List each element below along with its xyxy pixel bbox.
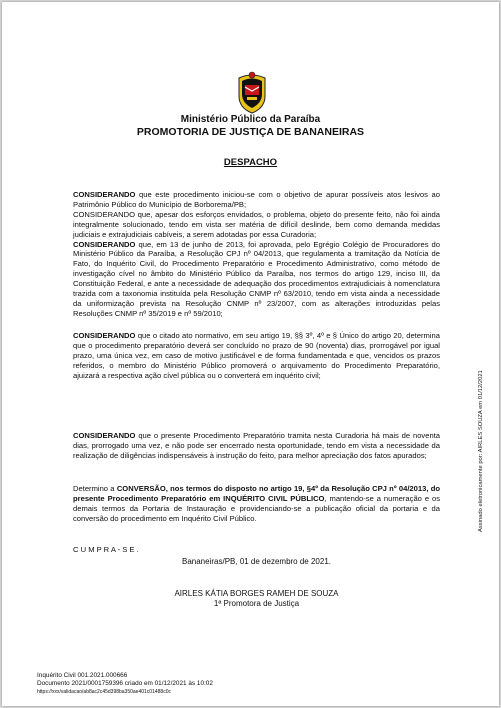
document-title: DESPACHO <box>223 157 278 168</box>
signer-name: AIRLES KÁTIA BORGES RAMEH DE SOUZA <box>174 589 339 598</box>
conversion-clause: CONVERSÃO, nos termos do disposto no artigo 19, §4º da Resolução CPJ nº 04/2013, do presente Procedimento Preparatório em INQUÉRITO CIVIL PÚBLICO <box>73 484 440 503</box>
document-date: Bananeiras/PB, 01 de dezembro de 2021. <box>182 557 331 566</box>
footer-validation-url[interactable]: https://xxx/validacao/ab8ac2c45d398ba350ae401c01488c0c <box>37 689 171 695</box>
considerando-label: CONSIDERANDO <box>73 431 136 440</box>
paragraph-text: Determino a <box>73 484 117 493</box>
paragraph-determination <box>73 484 440 524</box>
paragraph-text: que, em 13 de junho de 2013, foi aprovada, pelo Egrégio Colégio de Procuradores do Ministério Público da Paraíba, a Resolução CPJ nº 04/2013, que regulamenta a tramitação da Notícia de Fato, do Inquérito Civil, do Procedimento Preparatório e Procedimento Administrativo, como método de investigação cível no âmbito do Ministério Público da Paraíba, nos termos do artigo 129, inciso III, da Constituição Federal, e ante a necessidade de adequação dos procedimentos extrajudiciais à nomenclatura trazida com a taxonomia instituída pela Resolução CNMP nº 63/2010, tendo em vista ainda a necessidade da uniformização prevista na Resolução CNMP nº 23/2007, com as alterações introduzidas pelas Resoluções CNMP nº 35/2019 e nº 59/2010; <box>73 239 440 318</box>
closing-cumpra-se: C U M P R A - S E . <box>73 545 139 554</box>
office-name: PROMOTORIA DE JUSTIÇA DE BANANEIRAS <box>136 126 365 138</box>
considerando-label: CONSIDERANDO <box>73 331 136 340</box>
paragraph-text: que o citado ato normativo, em seu artigo 19, §§ 3º, 4º e § Único do artigo 20, determina que o procedimento preparatório deverá ser concluído no prazo de 90 (noventa) dias, prorrogável por igual prazo, uma única vez, em caso de motivo justificável e de forma fundamentada e que, vencidos os prazos referidos, o membro do Ministério Público promoverá o arquivamento do Procedimento Preparatório, ajuizará a respectiva ação cível pública ou o converterá em inquérito civil; <box>73 331 440 380</box>
considerando-label: CONSIDERANDO <box>73 209 136 219</box>
paragraph-text: que este procedimento iniciou-se com o objetivo de apurar possíveis atos lesivos ao Patrimônio Público do Município de Borborema/PB; <box>73 190 440 209</box>
paragraph-text: que o presente Procedimento Preparatório tramita nesta Curadoria há mais de noventa dias, prorrogado uma vez, e não pode ser encerrado nesta oportunidade, tendo em vista a necessidade da realização de diligências indispensáveis à instrução do feito, para melhor apreciação dos fatos apurados; <box>73 431 440 460</box>
ministry-name: Ministério Público da Paraíba <box>180 114 321 125</box>
coat-of-arms-icon <box>236 70 268 114</box>
considerando-label: CONSIDERANDO <box>73 190 136 199</box>
electronic-signature-note: Assinado eletronicamente por: AIRLES SOUZA em 01/12/2021 <box>478 370 484 532</box>
signer-role: 1ª Promotora de Justiça <box>213 599 300 608</box>
paragraph-text: , mantendo-se a numeração e os demais termos da Portaria de Instauração e providenciando-se a publicação oficial da portaria e da conversão do procedimento em Inquérito Civil Público. <box>73 493 440 523</box>
paragraph-considerando-1 <box>73 190 440 319</box>
footer-case-number: Inquérito Civil 001.2021.000666 <box>37 672 128 679</box>
paragraph-considerando-3 <box>73 331 440 381</box>
considerando-label: CONSIDERANDO <box>73 239 136 249</box>
paragraph-text: que, apesar dos esforços envidados, o problema, objeto do presente feito, não foi ainda integralmente solucionado, tendo em vista ser matéria de difícil deslinde, bem como demanda medidas judiciais e extrajudiciais cabíveis, a serem adotadas por essa Curadoria; <box>73 209 440 239</box>
paragraph-considerando-4 <box>73 431 440 461</box>
footer-document-id: Documento 2021/0001759396 criado em 01/12/2021 às 10:02 <box>37 680 213 687</box>
